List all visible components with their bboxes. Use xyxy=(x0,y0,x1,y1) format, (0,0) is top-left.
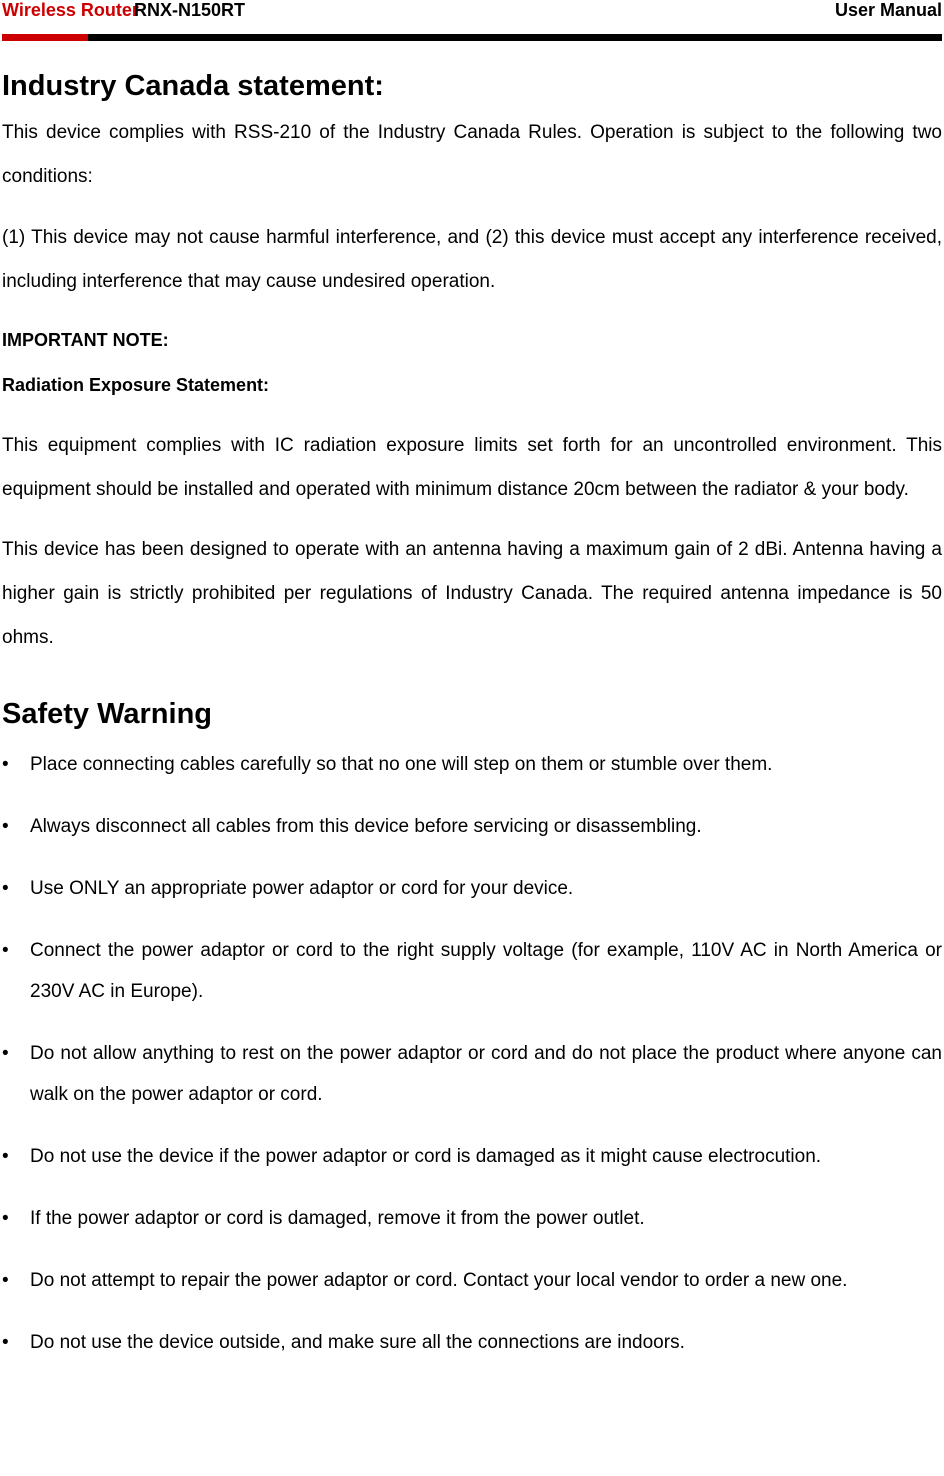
safety-list xyxy=(2,744,942,1363)
bullet-icon: • xyxy=(2,878,9,899)
header-rule xyxy=(88,34,942,41)
bullet-icon: • xyxy=(2,816,9,837)
list-item: • If the power adaptor or cord is damaged, remove it from the power outlet. xyxy=(2,1198,942,1239)
ic-paragraph-4: This device has been designed to operate with an antenna having a maximum gain of 2 dBi. Antenna having a higher gain is strictly prohibited per regulations of Industry Canada. The required antenna impedance is 50 ohms. xyxy=(2,539,942,648)
bullet-icon: • xyxy=(2,1146,9,1167)
list-item: • Do not use the device outside, and make sure all the connections are indoors. xyxy=(2,1322,942,1363)
bullet-icon: • xyxy=(2,1332,9,1353)
important-note-label: IMPORTANT NOTE: xyxy=(2,330,169,350)
list-item: • Use ONLY an appropriate power adaptor or cord for your device. xyxy=(2,868,942,909)
bullet-icon: • xyxy=(2,1208,9,1229)
bullet-icon: • xyxy=(2,1270,9,1291)
list-item: • Place connecting cables carefully so that no one will step on them or stumble over them. xyxy=(2,744,942,785)
list-item: • Connect the power adaptor or cord to the right supply voltage (for example, 110V AC in North America or 230V AC in Europe). xyxy=(2,930,942,1012)
document-body xyxy=(2,68,942,1363)
safety-heading: Safety Warning xyxy=(2,698,213,730)
bullet-icon: • xyxy=(2,754,9,775)
header-model: RNX-N150RT xyxy=(134,0,246,20)
bullet-icon: • xyxy=(2,1043,9,1064)
list-item: • Do not allow anything to rest on the power adaptor or cord and do not place the product where anyone can walk on the power adaptor or cord. xyxy=(2,1033,942,1115)
header-brand: Wireless Router xyxy=(2,0,139,20)
header-rule-accent xyxy=(2,34,88,41)
list-item: • Do not attempt to repair the power adaptor or cord. Contact your local vendor to order a new one. xyxy=(2,1260,942,1301)
radiation-label: Radiation Exposure Statement: xyxy=(2,375,270,395)
page-header xyxy=(0,0,944,24)
list-item: • Do not use the device if the power adaptor or cord is damaged as it might cause electrocution. xyxy=(2,1136,942,1177)
ic-heading: Industry Canada statement: xyxy=(2,70,384,102)
bullet-icon: • xyxy=(2,940,9,961)
ic-paragraph-3: This equipment complies with IC radiation exposure limits set forth for an uncontrolled environment. This equipment should be installed and operated with minimum distance 20cm between the radiator & your body. xyxy=(2,435,942,500)
header-manual-title: User Manual xyxy=(834,0,942,20)
ic-paragraph-1: This device complies with RSS-210 of the Industry Canada Rules. Operation is subject to the following two conditions: xyxy=(2,122,942,187)
list-item: • Always disconnect all cables from this device before servicing or disassembling. xyxy=(2,806,942,847)
ic-paragraph-2: (1) This device may not cause harmful interference, and (2) this device must accept any interference received, including interference that may cause undesired operation. xyxy=(2,227,942,292)
